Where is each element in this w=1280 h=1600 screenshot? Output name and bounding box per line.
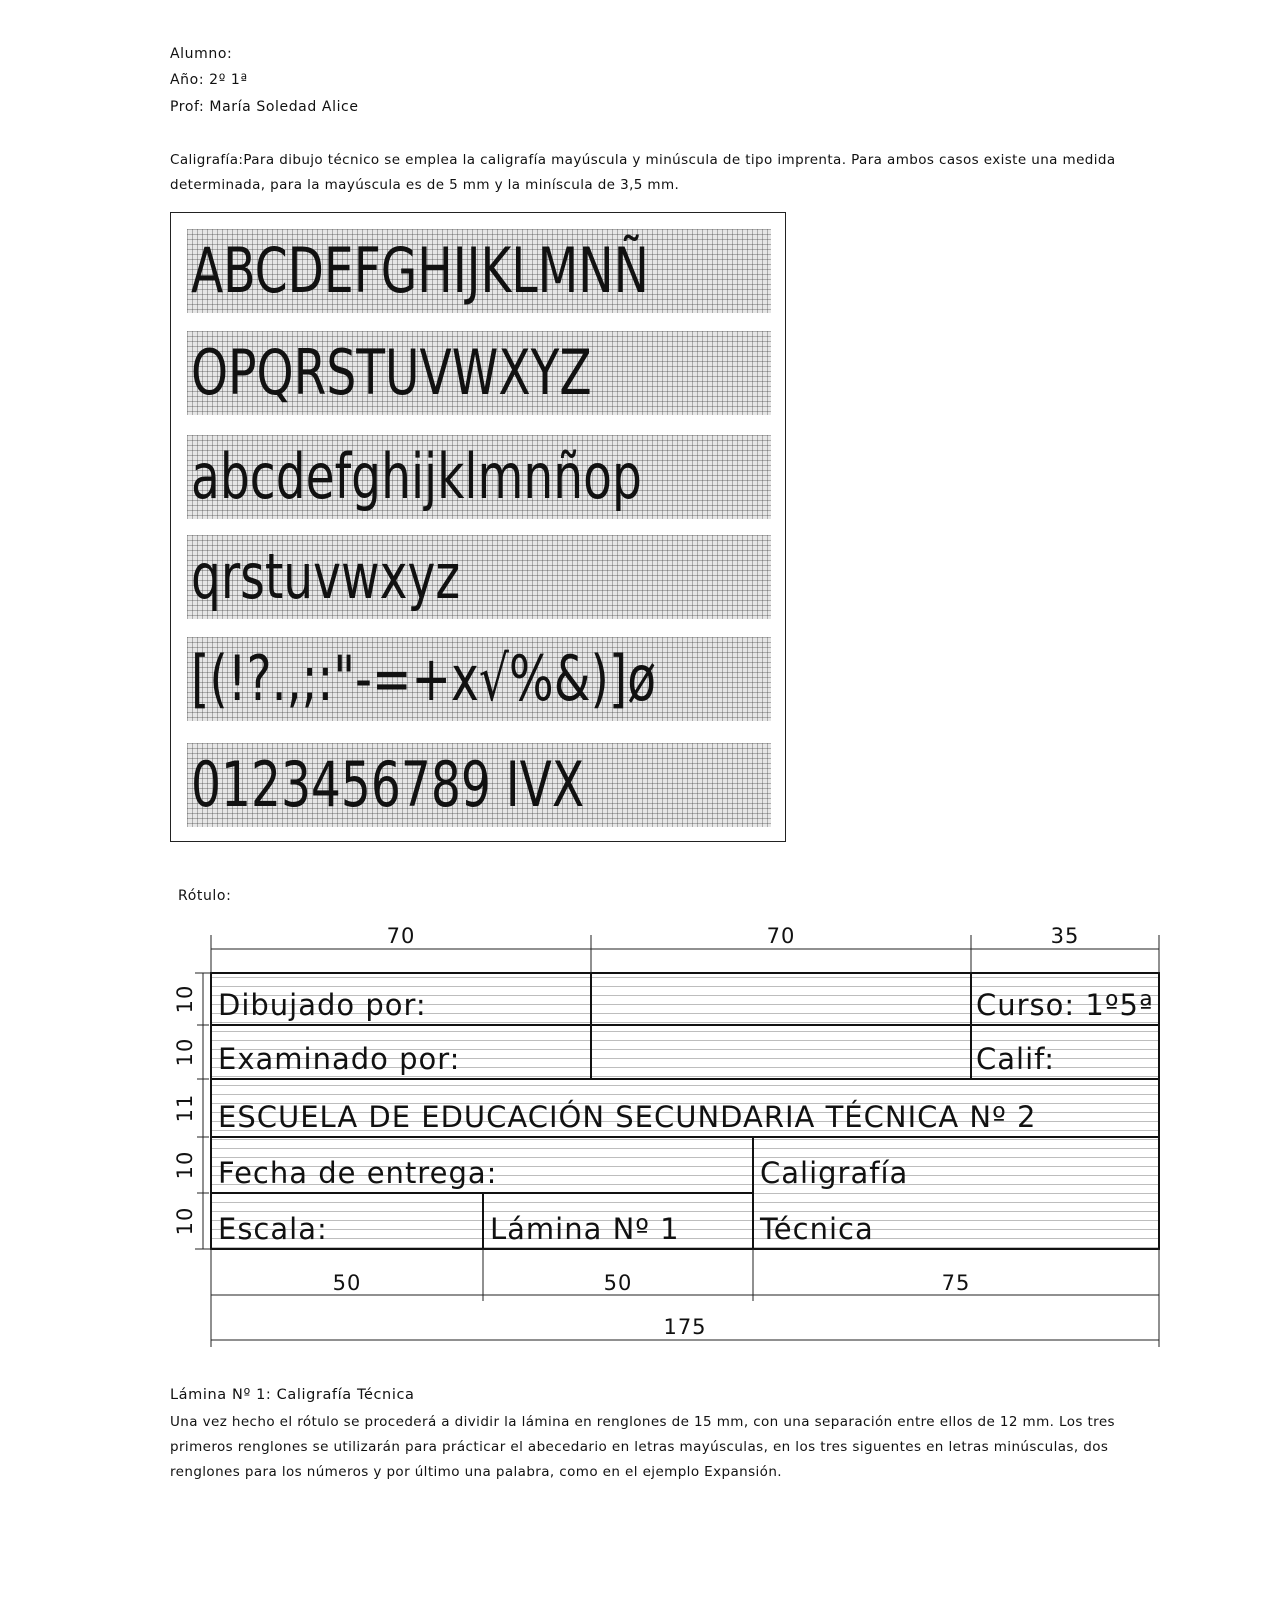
sample-uppercase-2: OPQRSTUVWXYZ	[191, 336, 592, 409]
examined-by-label: Examinado por:	[218, 1042, 461, 1076]
dim-left-1: 10	[173, 984, 197, 1014]
teacher-label: Prof: María Soledad Alice	[170, 99, 359, 115]
scale-label: Escala:	[218, 1212, 328, 1246]
sample-lowercase-1: abcdefghijklmnñop	[191, 440, 642, 513]
dim-top-1: 70	[386, 924, 416, 948]
sample-uppercase-1: ABCDEFGHIJKLMNÑ	[191, 234, 649, 307]
sheet-title: Lámina Nº 1: Caligrafía Técnica	[170, 1387, 415, 1403]
year-label: Año: 2º 1ª	[170, 72, 248, 88]
drawn-by-label: Dibujado por:	[218, 988, 427, 1022]
sample-strip	[187, 331, 771, 415]
sample-numbers: 0123456789 IVX	[191, 748, 585, 821]
intro-line-2: determinada, para la mayúscula es de 5 mm y la miníscula de 3,5 mm.	[170, 177, 680, 193]
sheet-instructions	[170, 1410, 1130, 1485]
instructions-line-1: Una vez hecho el rótulo se procederá a dividir la lámina en renglones de 15 mm, con una separación entre ellos de 12 mm. Los tres	[170, 1414, 1115, 1430]
sample-strip	[187, 229, 771, 313]
sheet-number-label: Lámina Nº 1	[490, 1212, 680, 1246]
dim-top-2: 70	[766, 924, 796, 948]
dim-left-4: 10	[173, 1150, 197, 1180]
sample-symbols: [(!?.,;:"-=+x√%&)]ø	[191, 642, 657, 715]
calligraphy-sample-box	[170, 212, 786, 842]
intro-paragraph	[170, 148, 1130, 198]
dim-top-3: 35	[1050, 924, 1080, 948]
intro-line-1: Caligrafía:Para dibujo técnico se emplea la caligrafía mayúscula y minúscula de tipo imprenta. Para ambos casos existe una medida	[170, 152, 1116, 168]
school-name: ESCUELA DE EDUCACIÓN SECUNDARIA TÉCNICA Nº 2	[218, 1100, 1037, 1134]
dim-bottom-2: 50	[603, 1271, 633, 1295]
course-label: Curso: 1º5ª	[976, 988, 1154, 1022]
dim-left-2: 10	[173, 1037, 197, 1067]
dim-bottom-3: 75	[941, 1271, 971, 1295]
sample-lowercase-2: qrstuvwxyz	[191, 540, 461, 613]
subject-line-2: Técnica	[760, 1212, 874, 1246]
instructions-line-3: renglones para los números y por último una palabra, como en el ejemplo Expansión.	[170, 1464, 782, 1480]
instructions-line-2: primeros renglones se utilizarán para prácticar el abecedario en letras mayúsculas, en los tres siguentes en letras minúsculas, dos	[170, 1439, 1109, 1455]
rotulo-label: Rótulo:	[178, 888, 232, 904]
sample-strip	[187, 435, 771, 519]
sample-strip	[187, 637, 771, 721]
dim-left-5: 10	[173, 1206, 197, 1236]
delivery-date-label: Fecha de entrega:	[218, 1156, 498, 1190]
dim-total: 175	[663, 1315, 707, 1339]
title-block-drawing	[0, 915, 1280, 1375]
subject-line-1: Caligrafía	[760, 1156, 909, 1190]
sample-strip	[187, 535, 771, 619]
dim-left-3: 11	[173, 1093, 197, 1123]
dim-bottom-1: 50	[332, 1271, 362, 1295]
student-label: Alumno:	[170, 46, 233, 62]
sample-strip	[187, 743, 771, 827]
grade-label: Calif:	[976, 1042, 1056, 1076]
